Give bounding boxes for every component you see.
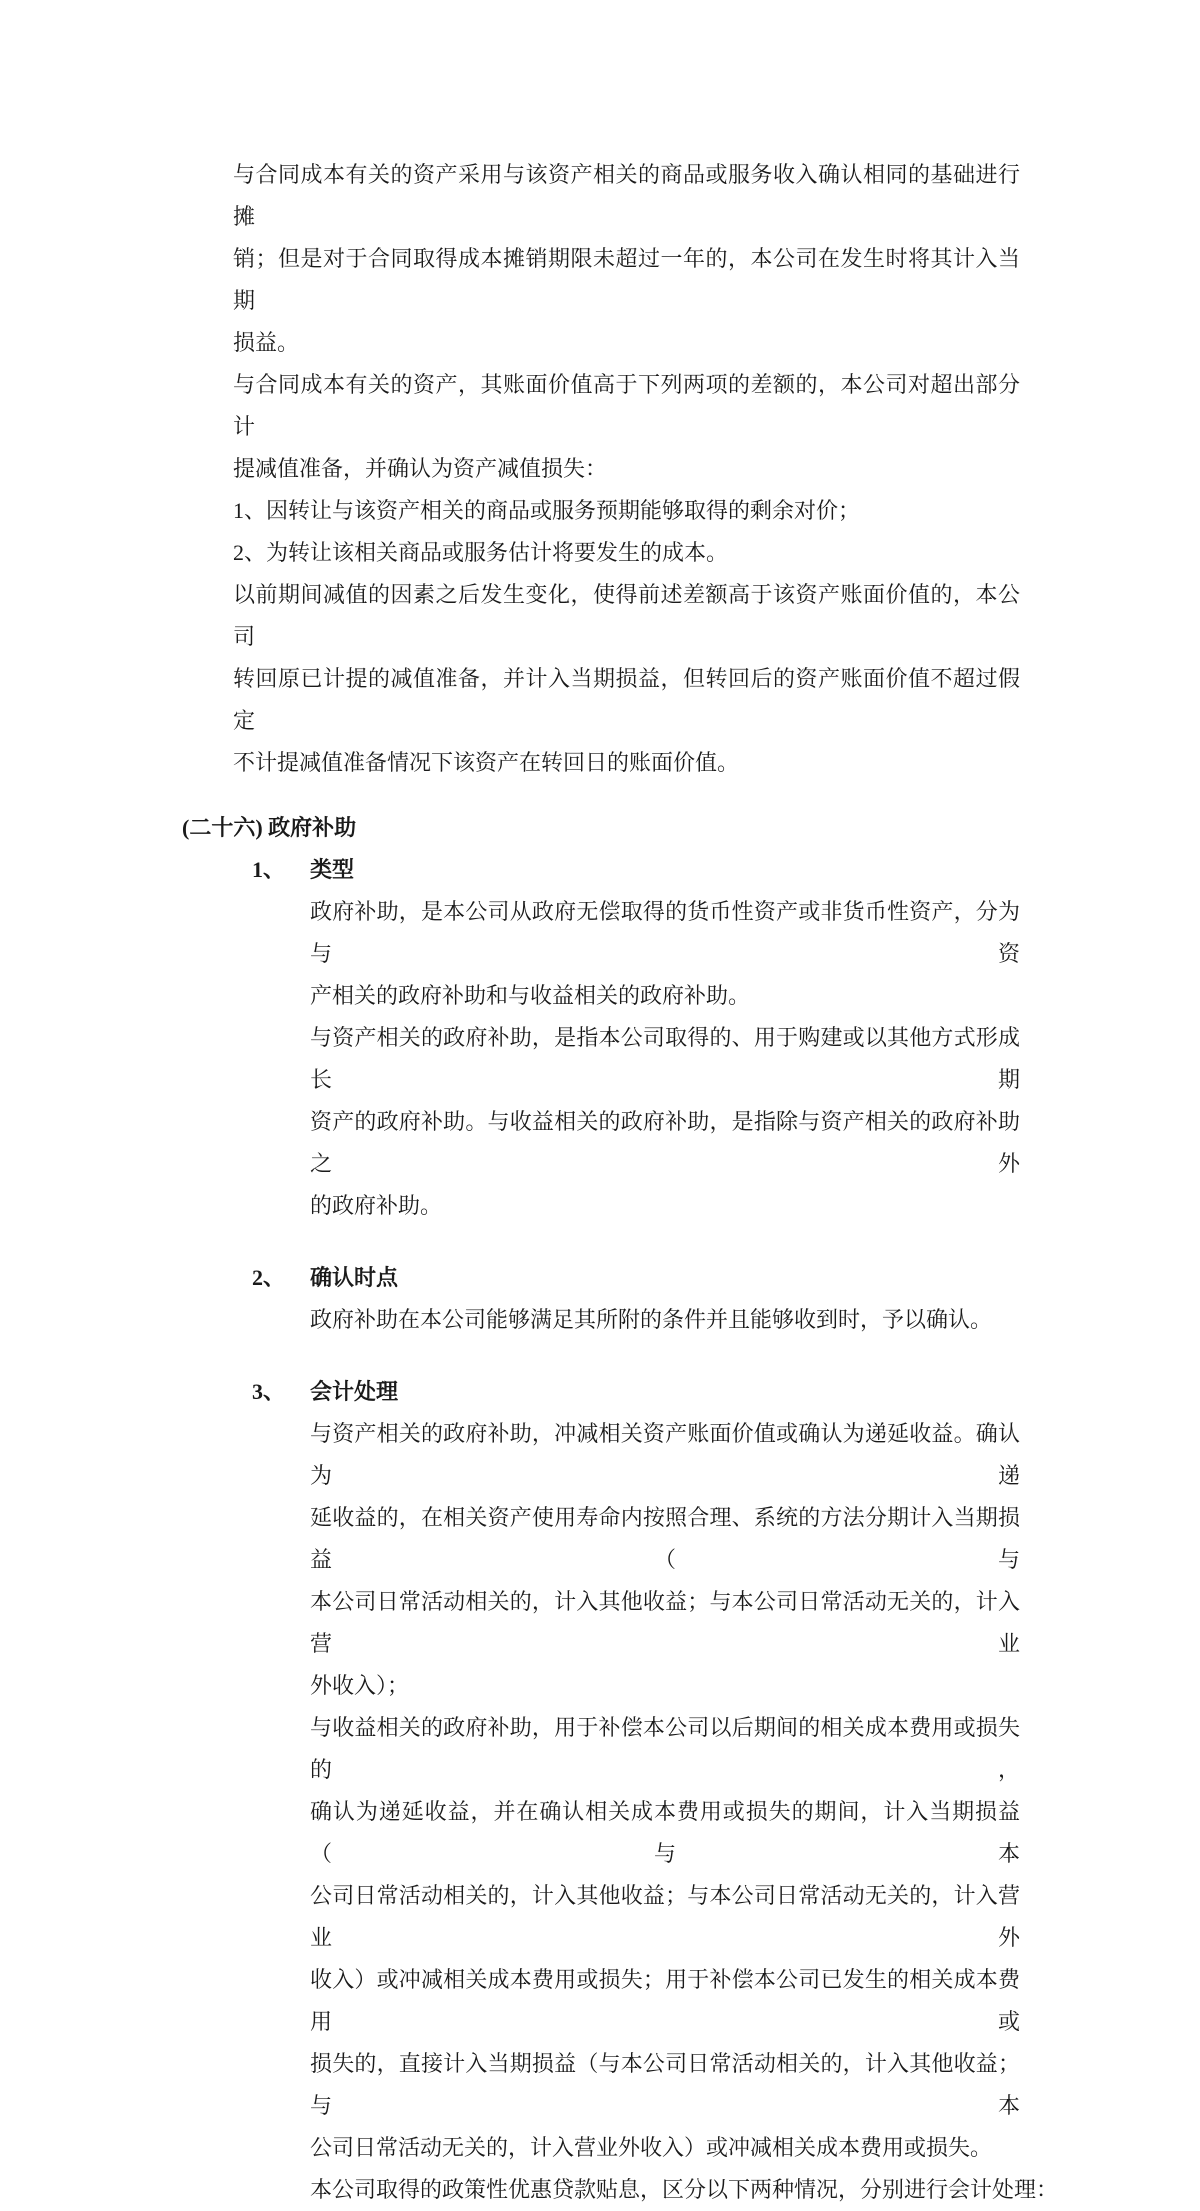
text-line: 与资产相关的政府补助，是指本公司取得的、用于购建或以其他方式形成长期: [310, 1025, 1020, 1092]
text-line: 与合同成本有关的资产，其账面价值高于下列两项的差额的，本公司对超出部分计: [233, 372, 1020, 439]
sub-heading-label: 确认时点: [310, 1265, 399, 1290]
sub-heading-number: 1、: [252, 857, 286, 882]
text-line: 的政府补助。: [310, 1193, 443, 1218]
text-line: 产相关的政府补助和与收益相关的政府补助。: [310, 983, 751, 1008]
text-line: 转回原已计提的减值准备，并计入当期损益，但转回后的资产账面价值不超过假定: [233, 666, 1020, 733]
sub-heading: [252, 1371, 1200, 1413]
paragraph: [310, 1299, 1020, 1341]
sub-heading-label: 会计处理: [310, 1379, 399, 1404]
text-line: 损失的，直接计入当期损益（与本公司日常活动相关的，计入其他收益；与本: [310, 2051, 1020, 2118]
text-line: 外收入）；: [310, 1673, 410, 1698]
text-line: 不计提减值准备情况下该资产在转回日的账面价值。: [233, 750, 740, 775]
paragraph: [233, 154, 1020, 784]
text-line: 以前期间减值的因素之后发生变化，使得前述差额高于该资产账面价值的，本公司: [233, 582, 1020, 649]
text-line: 1、因转让与该资产相关的商品或服务预期能够取得的剩余对价；: [233, 498, 861, 523]
sub-heading-label: 类型: [310, 857, 355, 882]
text-line: 2、为转让该相关商品或服务估计将要发生的成本。: [233, 540, 729, 565]
text-line: 损益。: [233, 330, 300, 355]
section-heading: (二十六) 政府补助: [182, 815, 357, 840]
text-line: 收入）或冲减相关成本费用或损失；用于补偿本公司已发生的相关成本费用或: [310, 1967, 1020, 2034]
text-line: 资产的政府补助。与收益相关的政府补助，是指除与资产相关的政府补助之外: [310, 1109, 1020, 1176]
text-line: 政府补助在本公司能够满足其所附的条件并且能够收到时，予以确认。: [310, 1307, 993, 1332]
paragraph: [310, 891, 1020, 1227]
text-line: 本公司日常活动相关的，计入其他收益；与本公司日常活动无关的，计入营业: [310, 1589, 1020, 1656]
text-line: 政府补助，是本公司从政府无偿取得的货币性资产或非货币性资产，分为与资: [310, 899, 1020, 966]
text-line: 销；但是对于合同取得成本摊销期限未超过一年的，本公司在发生时将其计入当期: [233, 246, 1020, 313]
sub-heading-number: 3、: [252, 1379, 286, 1404]
paragraph: [310, 1413, 1059, 2211]
text-line: 与资产相关的政府补助，冲减相关资产账面价值或确认为递延收益。确认为递: [310, 1421, 1020, 1488]
sub-heading: [252, 1257, 1200, 1299]
text-line: 提减值准备，并确认为资产减值损失：: [233, 456, 608, 481]
text-line: 公司日常活动相关的，计入其他收益；与本公司日常活动无关的，计入营业外: [310, 1883, 1020, 1950]
sub-heading-number: 2、: [252, 1265, 286, 1290]
text-line: 本公司取得的政策性优惠贷款贴息，区分以下两种情况，分别进行会计处理：: [310, 2177, 1059, 2202]
text-line: 延收益的，在相关资产使用寿命内按照合理、系统的方法分期计入当期损益（与: [310, 1505, 1020, 1572]
text-line: 与合同成本有关的资产采用与该资产相关的商品或服务收入确认相同的基础进行摊: [233, 162, 1020, 229]
text-line: 与收益相关的政府补助，用于补偿本公司以后期间的相关成本费用或损失的，: [310, 1715, 1020, 1782]
sub-heading: [252, 849, 1200, 891]
text-line: 公司日常活动无关的，计入营业外收入）或冲减相关成本费用或损失。: [310, 2135, 993, 2160]
text-line: 确认为递延收益，并在确认相关成本费用或损失的期间，计入当期损益（与本: [310, 1799, 1020, 1866]
